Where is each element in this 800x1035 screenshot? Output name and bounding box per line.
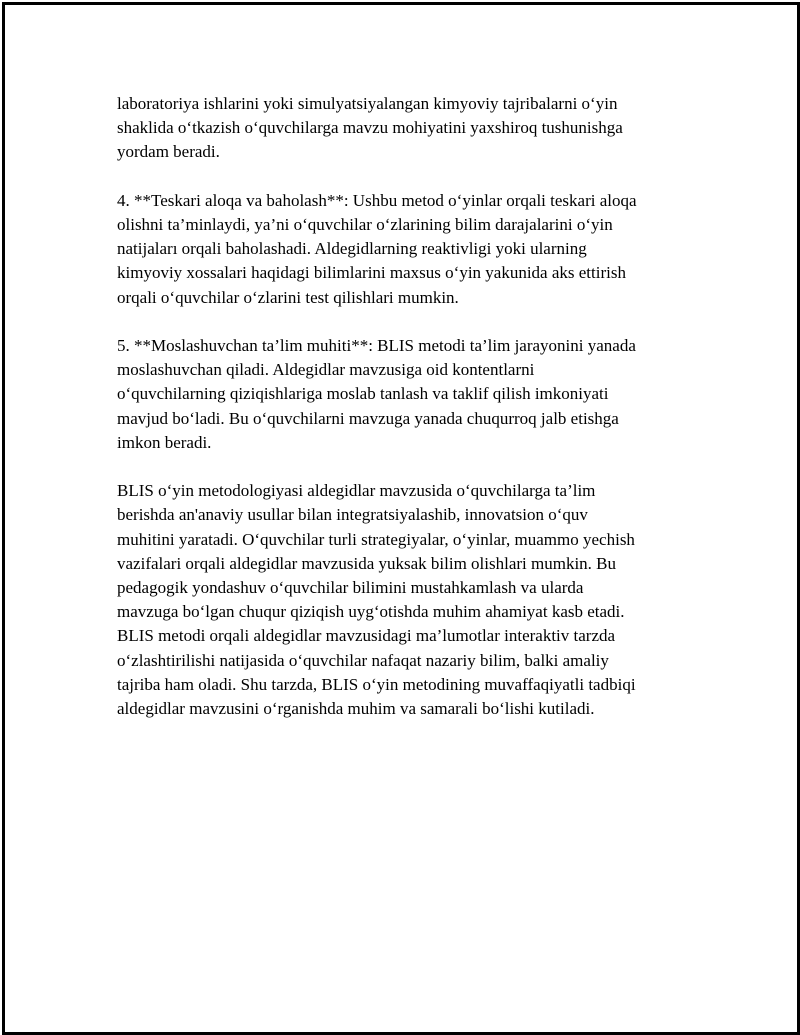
paragraph-lab-intro: laboratoriya ishlarini yoki simulyatsiyalangan kimyoviy tajribalarni o‘yin shaklida o‘tkazish o‘quvchilarga mavzu mohiyatini yaxshiroq tushunishga yordam beradi. (117, 94, 623, 162)
paragraph-feedback-assessment: 4. **Teskari aloqa va baholash**: Ushbu metod o‘yinlar orqali teskari aloqa olishni ta’minlaydi, ya’ni o‘quvchilar o‘zlarining bilim darajalarini o‘yin natijaları orqali baholashadi. Aldegidlarning reaktivligi yoki ularning kimyoviy xossalari haqidagi bilimlarini maxsus o‘yin yakunida aks ettirish orqali o‘quvchilar o‘zlarini test qilishlari mumkin. (117, 190, 637, 307)
paragraph-flexible-environment: 5. **Moslashuvchan ta’lim muhiti**: BLIS metodi ta’lim jarayonini yanada moslashuvchan qiladi. Aldegidlar mavzusiga oid kontentlarni o‘quvchilarning qiziqishlariga moslab tanlash va taklif qilish imkoniyati mavjud bo‘ladi. Bu o‘quvchilarni mavzuga yanada chuqurroq jalb etishga imkon beradi. (117, 336, 636, 452)
document-body (117, 92, 687, 721)
paragraph-conclusion: BLIS o‘yin metodologiyasi aldegidlar mavzusida o‘quvchilarga ta’lim berishda an'anaviy usullar bilan integratsiyalashib, innovatsion o‘quv muhitini yaratadi. O‘quvchilar turli strategiyalar, o‘yinlar, muammo yechish vazifalari orqali aldegidlar mavzusida yuksak bilim olishlari mumkin. Bu pedagogik yondashuv o‘quvchilar bilimini mustahkamlash va ularda mavzuga bo‘lgan chuqur qiziqish uyg‘otishda muhim ahamiyat kasb etadi. BLIS metodi orqali aldegidlar mavzusidagi ma’lumotlar interaktiv tarzda o‘zlashtirilishi natijasida o‘quvchilar nafaqat nazariy bilim, balki amaliy tajriba ham oladi. Shu tarzda, BLIS o‘yin metodining muvaffaqiyatli tadbiqi aldegidlar mavzusini o‘rganishda muhim va samarali bo‘lishi kutiladi. (117, 481, 636, 719)
